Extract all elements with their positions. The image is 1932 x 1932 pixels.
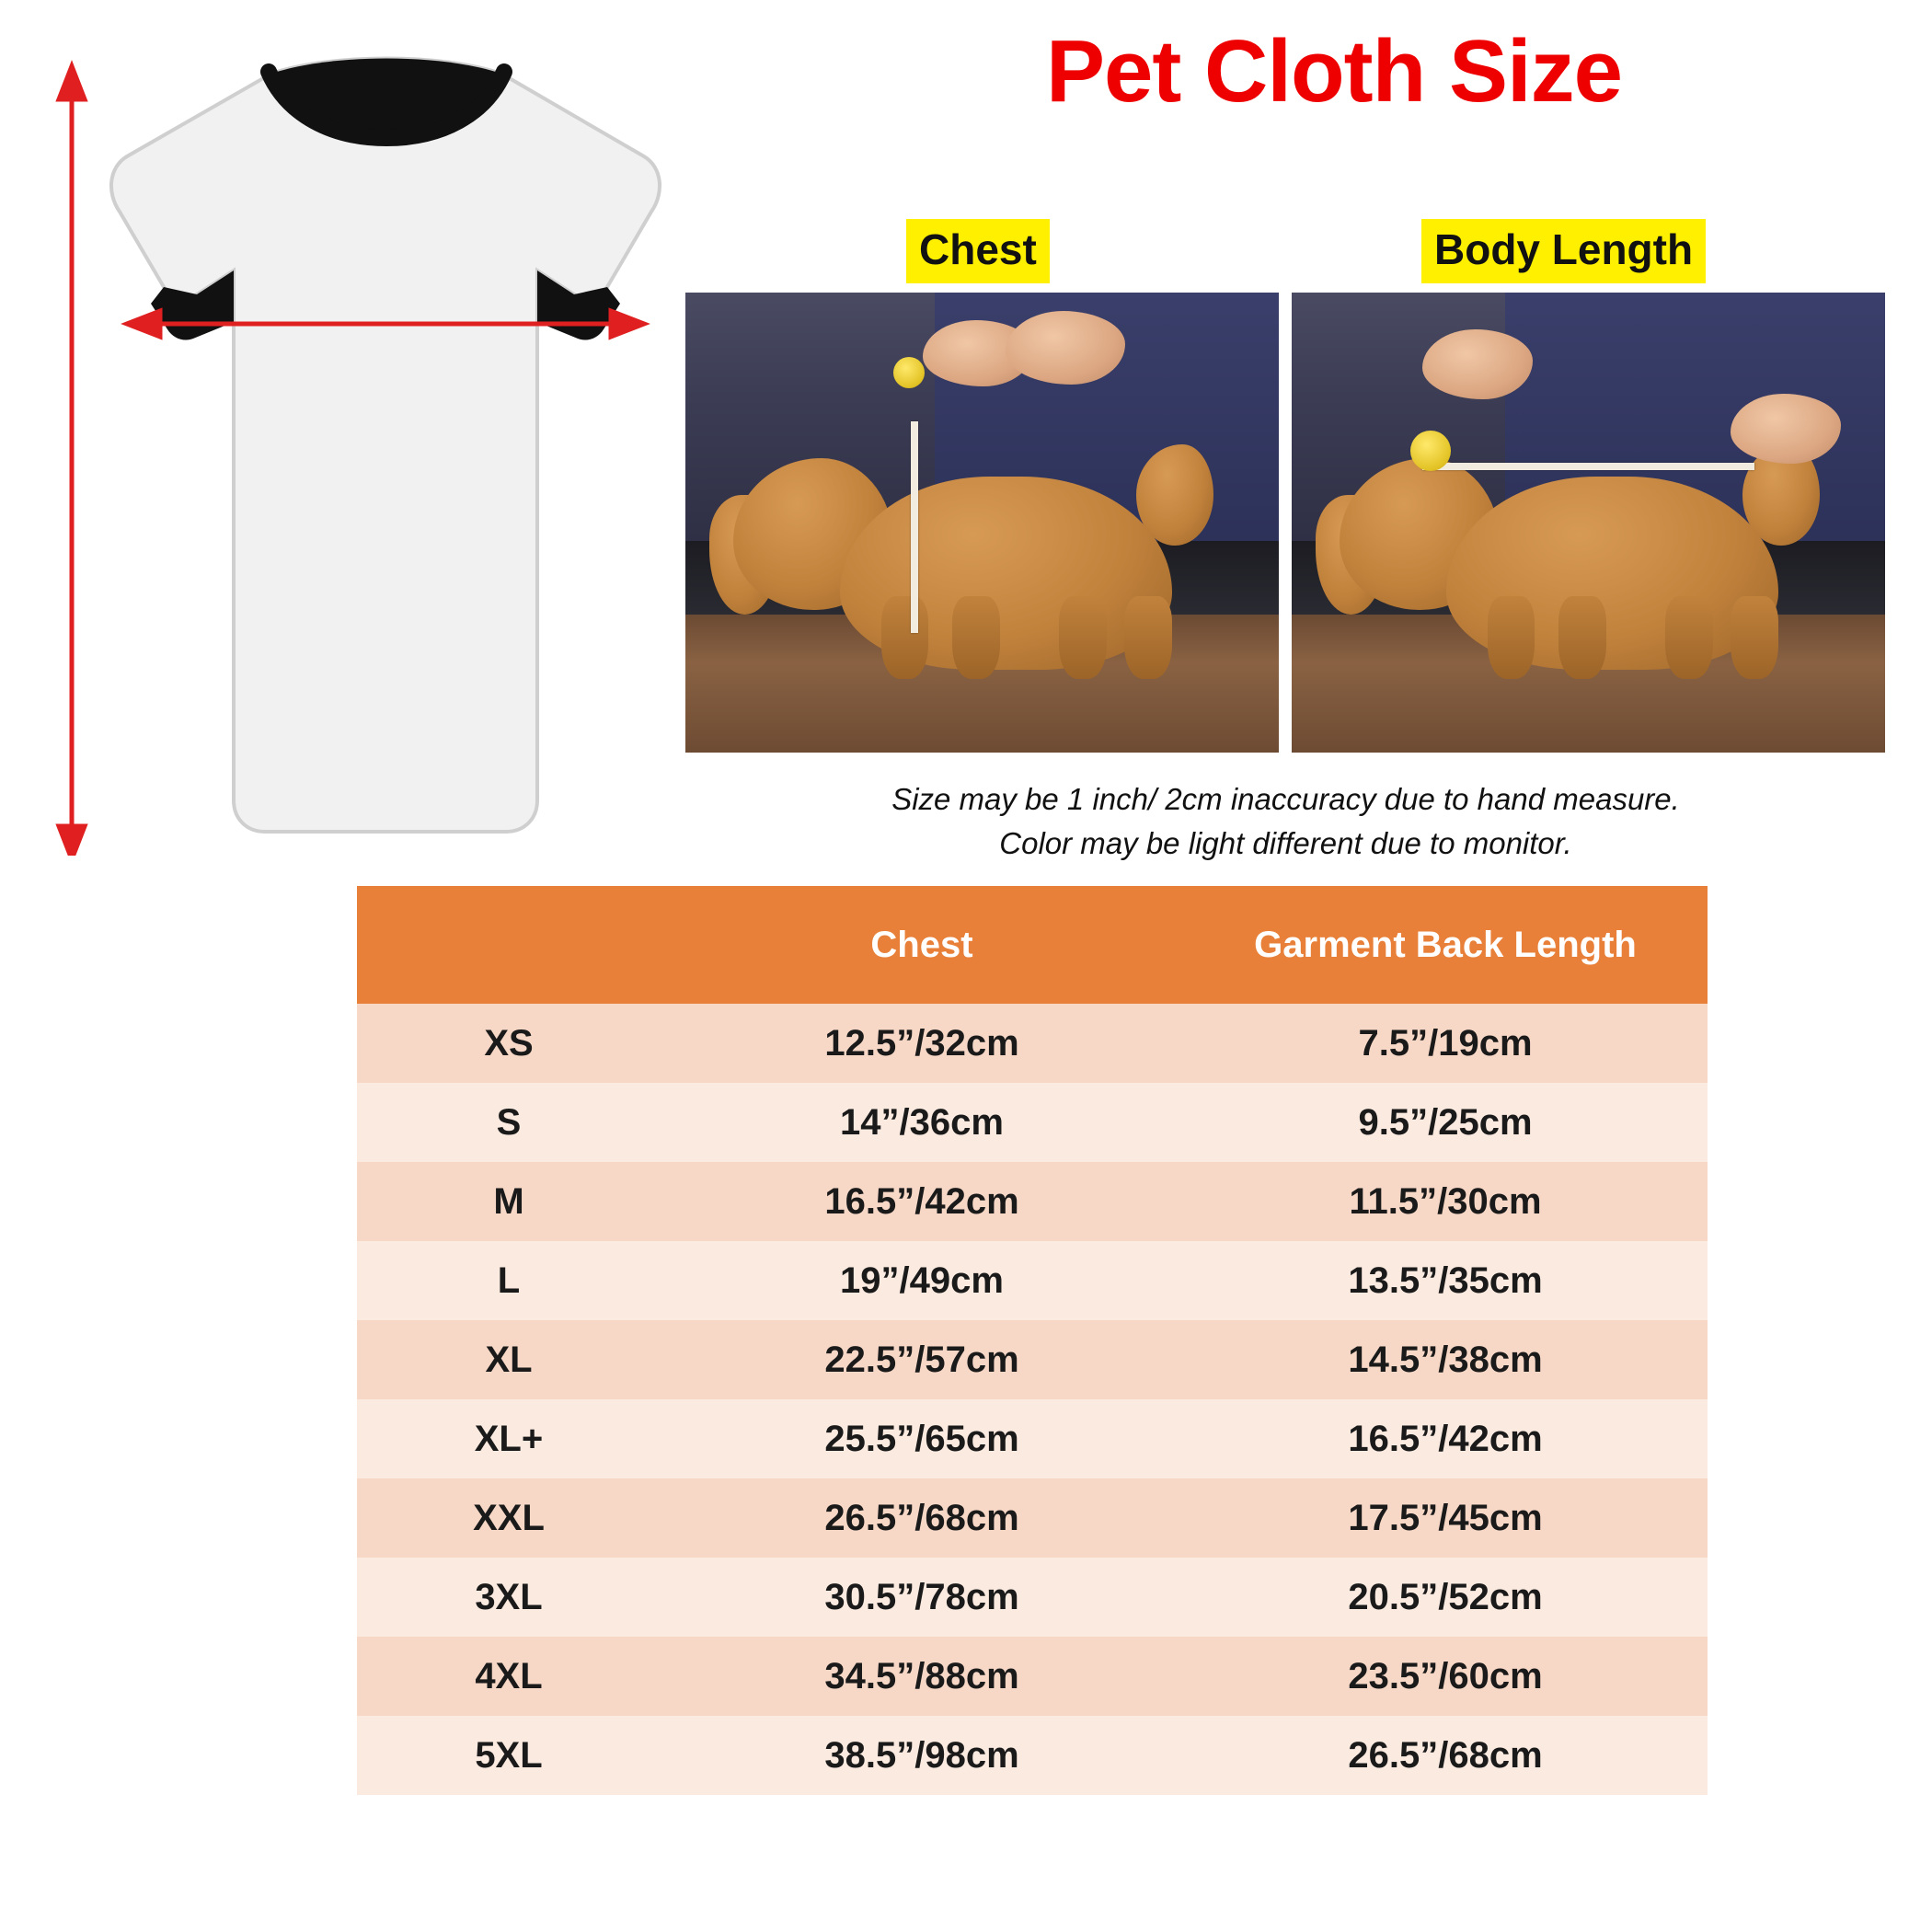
size-cell: XL (485, 1339, 533, 1380)
chest-cell: 25.5”/65cm (824, 1418, 1019, 1459)
header-chest: Chest (661, 886, 1183, 1004)
length-cell: 13.5”/35cm (1348, 1259, 1543, 1301)
dog-leg (1488, 596, 1535, 679)
measuring-tape (1422, 463, 1754, 470)
hand (1006, 311, 1125, 385)
size-cell: XL+ (474, 1418, 544, 1459)
chest-cell: 38.5”/98cm (824, 1734, 1019, 1776)
measurement-photos (685, 293, 1886, 753)
length-cell: 26.5”/68cm (1348, 1734, 1543, 1776)
table-row (357, 1637, 1708, 1716)
table-row (357, 1004, 1708, 1083)
chest-cell: 22.5”/57cm (824, 1339, 1019, 1380)
length-cell: 23.5”/60cm (1348, 1655, 1543, 1696)
page-title: Pet Cloth Size (1045, 22, 1623, 121)
table-header-row (357, 886, 1708, 1004)
length-cell: 7.5”/19cm (1358, 1022, 1533, 1064)
table-row (357, 1083, 1708, 1162)
chest-cell: 12.5”/32cm (824, 1022, 1019, 1064)
tape-case-icon (893, 357, 925, 388)
body-length-label: Body Length (1421, 219, 1706, 283)
size-cell: 3XL (475, 1576, 543, 1617)
tape-case-icon (1410, 431, 1451, 471)
hand (1731, 394, 1841, 464)
size-cell: S (496, 1101, 522, 1143)
garment-diagram (55, 46, 699, 856)
chest-cell: 19”/49cm (840, 1259, 1004, 1301)
table-row (357, 1478, 1708, 1558)
table-row (357, 1558, 1708, 1637)
chest-cell: 34.5”/88cm (824, 1655, 1019, 1696)
size-cell: M (493, 1180, 524, 1222)
length-cell: 14.5”/38cm (1348, 1339, 1543, 1380)
dog-leg (881, 596, 929, 679)
height-arrow (59, 66, 85, 856)
disclaimer-line-1: Size may be 1 inch/ 2cm inaccuracy due to hand measure. (891, 782, 1680, 816)
table-row (357, 1241, 1708, 1320)
dog-leg (1558, 596, 1606, 679)
table-row (357, 1399, 1708, 1478)
chest-measure-photo (685, 293, 1279, 753)
table-row (357, 1716, 1708, 1795)
length-cell: 9.5”/25cm (1358, 1101, 1533, 1143)
dog-leg (1059, 596, 1107, 679)
size-chart-table (357, 886, 1708, 1795)
table-row (357, 1320, 1708, 1399)
body-length-measure-photo (1292, 293, 1885, 753)
size-cell: XXL (473, 1497, 545, 1538)
chest-cell: 16.5”/42cm (824, 1180, 1019, 1222)
hand (1422, 329, 1533, 399)
size-cell: 4XL (475, 1655, 543, 1696)
size-cell: L (497, 1259, 521, 1301)
header-garment-back-length: Garment Back Length (1183, 886, 1708, 1004)
chest-cell: 26.5”/68cm (824, 1497, 1019, 1538)
dog-tail (1136, 444, 1213, 546)
disclaimer-line-2: Color may be light different due to monitor. (999, 825, 1572, 860)
measuring-tape (911, 421, 918, 633)
length-cell: 16.5”/42cm (1348, 1418, 1543, 1459)
dog-leg (1665, 596, 1713, 679)
size-cell: XS (484, 1022, 534, 1064)
table-row (357, 1162, 1708, 1241)
disclaimer (685, 777, 1886, 866)
chest-label: Chest (906, 219, 1050, 283)
length-cell: 11.5”/30cm (1349, 1180, 1542, 1222)
chest-cell: 14”/36cm (840, 1101, 1004, 1143)
dog-leg (952, 596, 1000, 679)
size-cell: 5XL (475, 1734, 543, 1776)
dog-leg (1731, 596, 1778, 679)
chest-cell: 30.5”/78cm (824, 1576, 1019, 1617)
table-header (357, 886, 1708, 1004)
length-cell: 20.5”/52cm (1348, 1576, 1543, 1617)
table-body (357, 1004, 1708, 1795)
length-cell: 17.5”/45cm (1348, 1497, 1543, 1538)
header-size (357, 886, 661, 1004)
dog-leg (1124, 596, 1172, 679)
